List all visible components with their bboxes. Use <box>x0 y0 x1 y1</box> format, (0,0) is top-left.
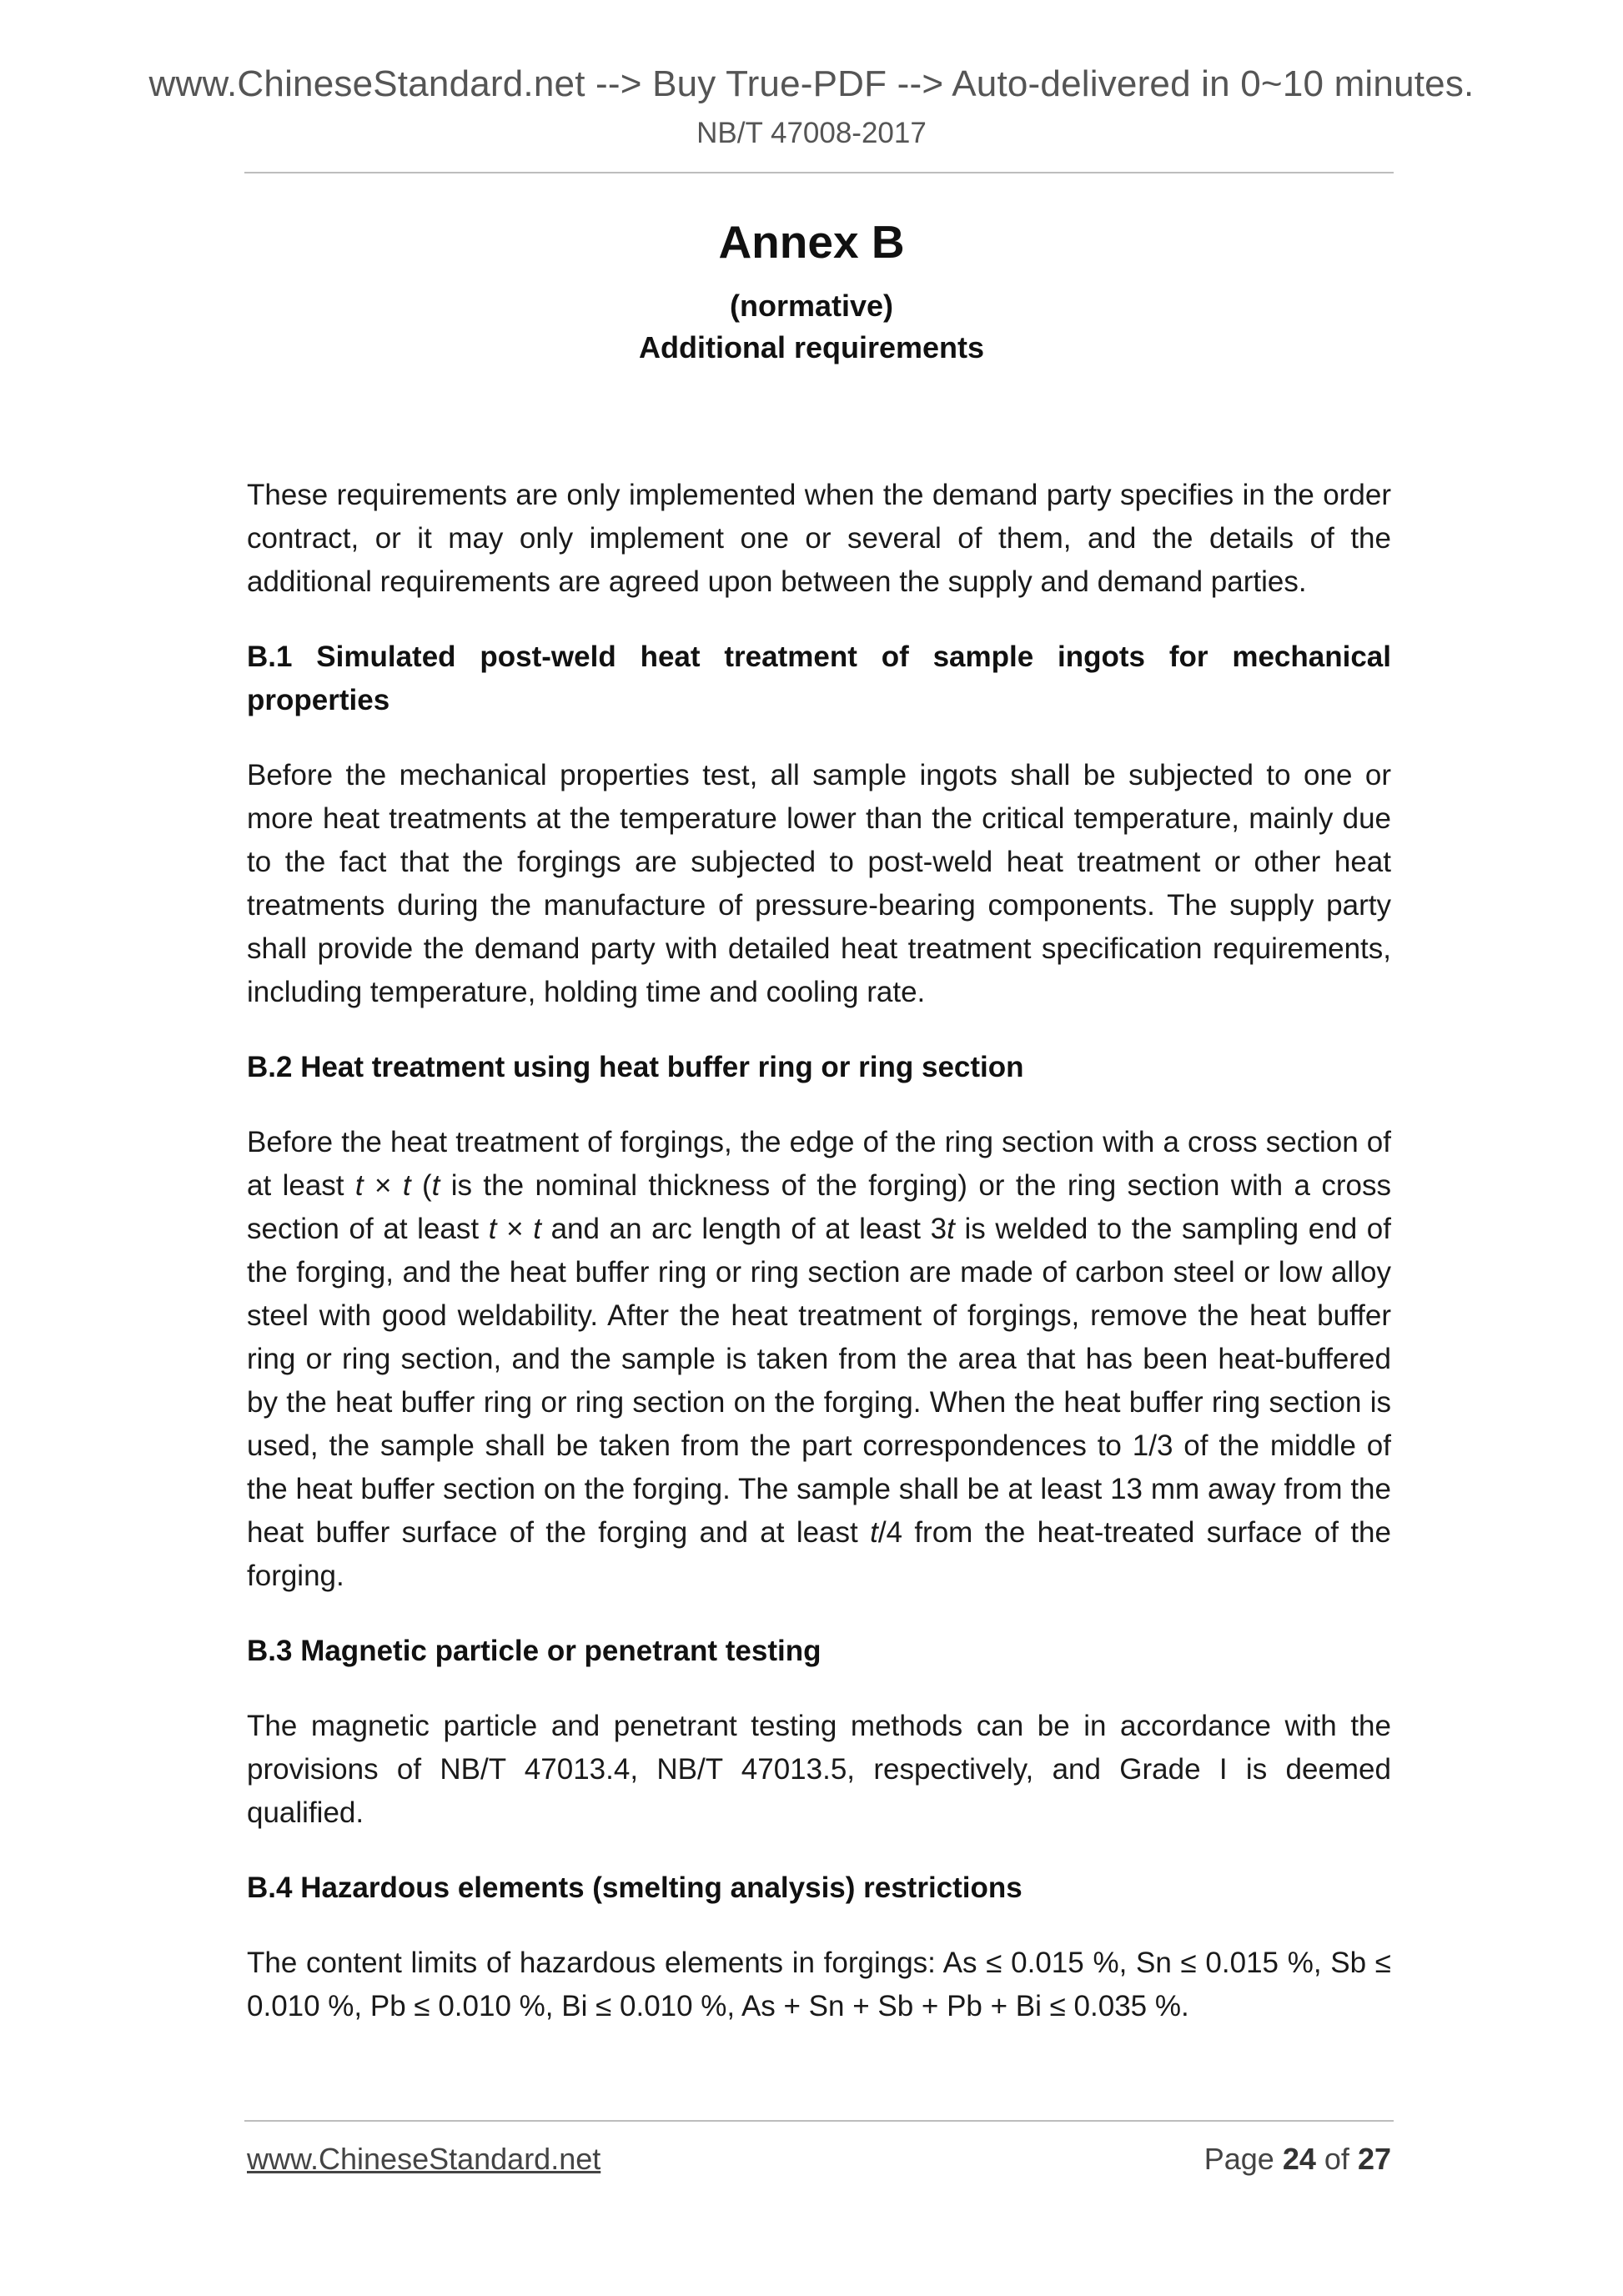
page-current: 24 <box>1282 2142 1316 2176</box>
section-b1-heading: B.1 Simulated post-weld heat treatment of sample ingots for mechanical properties <box>247 641 1391 716</box>
annex-subtitle: Additional requirements <box>638 330 985 364</box>
text-run: is the nominal thickness of the forging) or the ring section with a cross section of at least <box>247 1169 1391 1245</box>
section-b2-body <box>247 1121 1391 1598</box>
text-run: × <box>496 1213 534 1245</box>
standard-code: NB/T 47008-2017 <box>696 117 927 149</box>
section-b4-heading: B.4 Hazardous elements (smelting analysis) restrictions <box>247 1871 1023 1904</box>
text-run: /4 from the heat-treated surface of the forging. <box>247 1516 1391 1592</box>
annex-title: Annex B <box>718 216 905 268</box>
section-b1-body: Before the mechanical properties test, all sample ingots shall be subjected to one or more heat treatments at the temperature lower than the critical temperature, mainly due to the fact that the forgings are subjected to post-weld heat treatment or other heat treatments during the manufacture of pressure-bearing components. The supply party shall provide the demand party with detailed heat treatment specification requirements, including temperature, holding time and cooling rate. <box>247 759 1391 1008</box>
header-divider <box>244 172 1394 173</box>
section-b3-heading: B.3 Magnetic particle or penetrant testing <box>247 1635 822 1667</box>
section-b2-heading: B.2 Heat treatment using heat buffer ring or ring section <box>247 1051 1024 1083</box>
thickness-symbol: t <box>533 1213 541 1245</box>
thickness-symbol: t <box>402 1169 411 1202</box>
footer-website-link[interactable]: www.ChineseStandard.net <box>247 2142 601 2176</box>
text-run: and an arc length of at least 3 <box>540 1213 947 1245</box>
section-b3-body: The magnetic particle and penetrant testing methods can be in accordance with the provisions of NB/T 47013.4, NB/T 47013.5, respectively, and Grade I is deemed qualified. <box>247 1710 1391 1829</box>
thickness-symbol: t <box>870 1516 878 1549</box>
thickness-symbol: t <box>431 1169 440 1202</box>
text-run: ( <box>410 1169 432 1202</box>
text-run: is welded to the sampling end of the forging, and the heat buffer ring or ring section are made of carbon steel or low alloy steel with good weldability. After the heat treatment of forgings, remove the heat buffer ring or ring section, and the sample is taken from the area that has been heat-buffered by the heat buffer ring or ring section on the forging. When the heat buffer ring section is used, the sample shall be taken from the part correspondences to 1/3 of the middle of the heat buffer section on the forging. The sample shall be at least 13 mm away from the heat buffer surface of the forging and at least <box>247 1213 1391 1549</box>
annex-body <box>247 474 1391 2060</box>
section-b4-body: The content limits of hazardous elements in forgings: As ≤ 0.015 %, Sn ≤ 0.015 %, Sb ≤ 0.010 %, Pb ≤ 0.010 %, Bi ≤ 0.010 %, As + Sn + Sb + Pb + Bi ≤ 0.035 %. <box>247 1947 1391 2022</box>
thickness-symbol: t <box>354 1169 364 1202</box>
page-total: 27 <box>1357 2142 1391 2176</box>
thickness-symbol: t <box>947 1213 955 1245</box>
annex-type: (normative) <box>729 289 894 323</box>
intro-paragraph: These requirements are only implemented when the demand party specifies in the order contract, or it may only implement one or several of them, and the details of the additional requirements are agreed upon between the supply and demand parties. <box>247 479 1391 598</box>
page-word: Page <box>1203 2142 1274 2176</box>
page-indicator <box>1204 2142 1391 2177</box>
thickness-symbol: t <box>488 1213 497 1245</box>
page-of: of <box>1324 2142 1349 2176</box>
footer-divider <box>244 2120 1394 2122</box>
header-banner: www.ChineseStandard.net --> Buy True-PDF --> Auto-delivered in 0~10 minutes. <box>148 63 1475 104</box>
text-run: Before the heat treatment of forgings, the edge of the ring section with a cross section of at least <box>247 1126 1391 1202</box>
text-run: × <box>363 1169 403 1202</box>
